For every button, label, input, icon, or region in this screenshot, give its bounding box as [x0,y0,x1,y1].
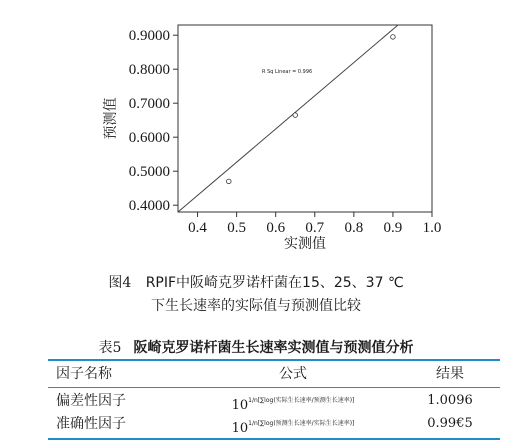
x-tick-label: 1.0 [422,220,442,236]
x-tick-label: 0.8 [344,220,364,236]
table-title [0,337,512,357]
table-title-text: 阪崎克罗诺杆菌生长速率实测值与预测值分析 [133,340,414,356]
y-tick-label: 0.7000 [128,96,170,113]
axis-ticks [129,28,442,236]
row-formula: $10^{1/n[\sum log(实际生长速率/预测生长速率)]}$ [231,397,355,413]
row-formula: $10^{1/n[\sum log(预测生长速率/实际生长速率)]}$ [231,420,355,436]
data-point [227,179,232,184]
row-result: 0.99€5 [427,416,473,431]
x-tick-label: 0.7 [305,220,325,236]
y-axis-title: 预测值 [103,97,119,140]
y-tick-label: 0.6000 [128,130,170,147]
row-factor-name: 准确性因子 [56,416,126,432]
header-result: 结果 [436,366,464,382]
figure-label: 图4 [108,275,132,291]
table-label: 表5 [98,340,122,356]
x-tick-label: 0.9 [383,220,403,236]
x-tick-label: 0.5 [227,220,246,236]
figure-caption-line1 [0,272,512,292]
table-top-rule [48,359,500,361]
r-squared-annotation: R Sq Linear = 0.996 [262,69,313,75]
table-header-rule [48,387,500,388]
y-tick-label: 0.4000 [128,198,170,215]
fit-line [178,25,398,212]
data-point [293,113,298,118]
plot-frame [178,25,432,212]
table-header-row [48,362,500,386]
table-bottom-rule [48,438,500,440]
row-result: 1.0096 [427,393,473,408]
data-points [227,35,396,184]
x-tick-label: 0.6 [266,220,286,236]
table-row [48,389,500,413]
header-factor-name: 因子名称 [56,366,112,382]
row-factor-name: 偏差性因子 [56,393,126,409]
figure-caption-text: RPIF中阪崎克罗诺杆菌在15、25、37 ℃ [145,275,404,291]
data-point [391,35,396,40]
y-tick-label: 0.5000 [128,164,170,181]
x-axis-title: 实测值 [284,236,326,252]
table-row [48,412,500,436]
figure-caption-line2: 下生长速率的实际值与预测值比较 [151,298,361,314]
x-tick-label: 0.4 [188,220,207,236]
y-tick-label: 0.8000 [128,62,170,79]
y-tick-label: 0.9000 [128,28,170,45]
header-formula: 公式 [279,366,307,382]
